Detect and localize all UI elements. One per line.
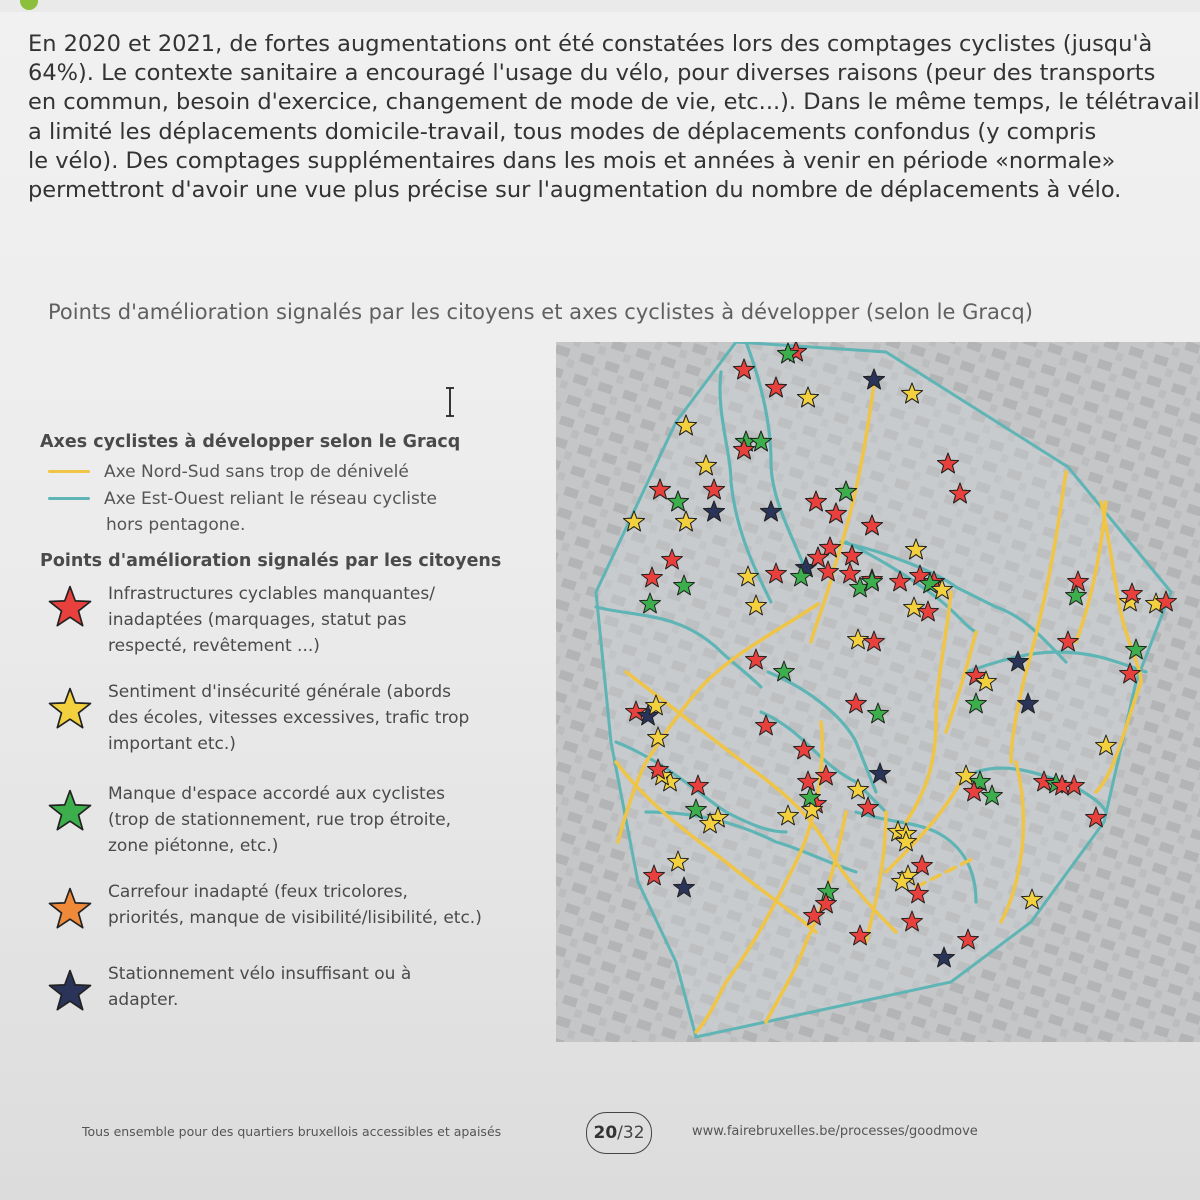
legend-point-line: Manque d'espace accordé aux cyclistes bbox=[108, 784, 446, 804]
page-current: 20 bbox=[593, 1123, 618, 1143]
map-title: Points d'amélioration signalés par les citoyens et axes cyclistes à développer (selon le Gracq) bbox=[48, 300, 1033, 324]
legend-point-line: (trop de stationnement, rue trop étroite, bbox=[108, 810, 452, 830]
legend-point-insecurity bbox=[40, 682, 560, 787]
navy-star-icon bbox=[49, 971, 90, 1010]
paragraph-line: a limité les déplacements domicile-travail, tous modes de déplacements confondus (y compris bbox=[28, 118, 1097, 145]
page-total: /32 bbox=[617, 1123, 645, 1143]
footer-tagline: Tous ensemble pour des quartiers bruxellois accessibles et apaisés bbox=[82, 1124, 502, 1139]
city-map bbox=[556, 342, 1200, 1042]
legend-point-space bbox=[40, 784, 560, 885]
red-star-icon bbox=[46, 583, 94, 631]
page-indicator bbox=[586, 1112, 652, 1154]
navy-star-icon bbox=[46, 967, 94, 1015]
legend-point-line: zone piétonne, etc.) bbox=[108, 836, 279, 856]
orange-star-icon bbox=[49, 889, 90, 928]
paragraph-line: le vélo). Des comptages supplémentaires dans les mois et années à venir en période «normale» bbox=[28, 147, 1116, 174]
teal-line-icon bbox=[48, 497, 90, 500]
intro-paragraph bbox=[28, 30, 1200, 205]
text-cursor-icon bbox=[444, 386, 456, 418]
legend-point-line: priorités, manque de visibilité/lisibilité, etc.) bbox=[108, 908, 482, 928]
yellow-star-icon bbox=[46, 685, 94, 733]
legend-point-line: inadaptées (marquages, statut pas bbox=[108, 610, 407, 630]
green-star-icon bbox=[49, 791, 90, 830]
axis-ns-label: Axe Nord-Sud sans trop de dénivelé bbox=[104, 461, 409, 482]
axis-eo-entry bbox=[40, 485, 560, 512]
orange-star-icon bbox=[46, 885, 94, 933]
red-star-icon bbox=[49, 587, 90, 626]
legend-point-crossroad bbox=[40, 882, 560, 967]
legend-point-line: adapter. bbox=[108, 990, 179, 1010]
paragraph-line: En 2020 et 2021, de fortes augmentations ont été constatées lors des comptages cyclistes (jusqu'à bbox=[28, 31, 1153, 57]
legend-point-line: respecté, revêtement ...) bbox=[108, 636, 320, 656]
legend-point-line: important etc.) bbox=[108, 734, 236, 754]
axis-ns-entry bbox=[40, 458, 560, 485]
top-edge bbox=[0, 0, 1200, 12]
legend-point-line: Infrastructures cyclables manquantes/ bbox=[108, 584, 435, 604]
legend-point-line: Sentiment d'insécurité générale (abords bbox=[108, 682, 451, 702]
points-heading: Points d'amélioration signalés par les citoyens bbox=[40, 551, 502, 571]
paragraph-line: permettront d'avoir une vue plus précise sur l'augmentation du nombre de déplacements à vélo. bbox=[28, 177, 1122, 204]
legend-point-line: Carrefour inadapté (feux tricolores, bbox=[108, 882, 408, 902]
paragraph-line: 64%). Le contexte sanitaire a encouragé l'usage du vélo, pour diverses raisons (peur des transports bbox=[28, 60, 1156, 87]
paragraph-line: en commun, besoin d'exercice, changement de mode de vie, etc...). Dans le même temps, le télétravail bbox=[28, 89, 1200, 116]
legend-point-line: des écoles, vitesses excessives, trafic trop bbox=[108, 708, 470, 728]
legend-point-line: Stationnement vélo insuffisant ou à bbox=[108, 964, 412, 984]
legend-point-infrastructure bbox=[40, 583, 560, 685]
axis-eo-label: Axe Est-Ouest reliant le réseau cycliste bbox=[104, 488, 437, 509]
yellow-line-icon bbox=[48, 470, 90, 473]
axes-heading: Axes cyclistes à développer selon le Gracq bbox=[40, 432, 461, 452]
axis-eo-label-cont: hors pentagone. bbox=[106, 515, 246, 535]
map-legend bbox=[40, 432, 560, 1015]
legend-point-parking bbox=[40, 964, 560, 1015]
yellow-star-icon bbox=[49, 689, 90, 728]
footer-url[interactable]: www.fairebruxelles.be/processes/goodmove bbox=[692, 1124, 978, 1139]
green-star-icon bbox=[46, 787, 94, 835]
